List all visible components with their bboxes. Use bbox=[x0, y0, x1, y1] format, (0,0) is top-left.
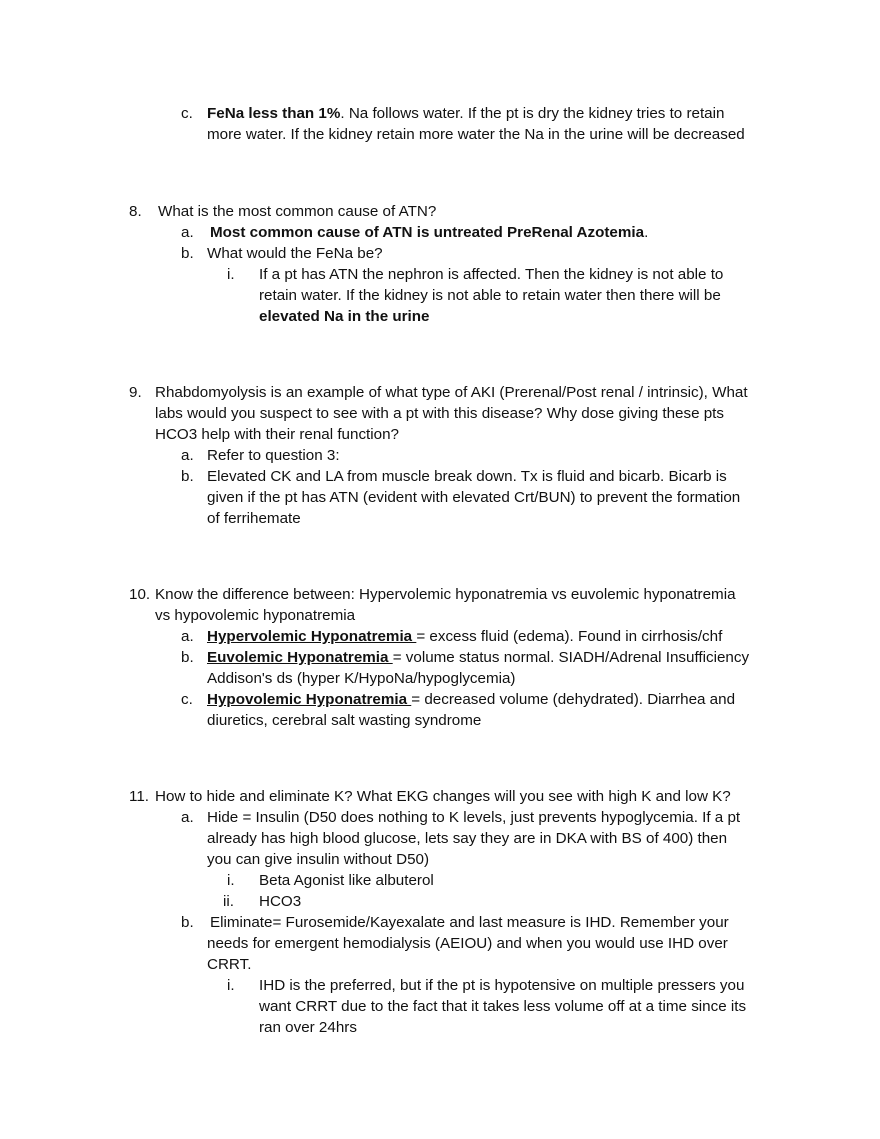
question-9-line-3: HCO3 help with their renal function? bbox=[155, 426, 399, 443]
q8-answer-b-i-line-2: retain water. If the kidney is not able to retain water then there will be bbox=[259, 287, 721, 304]
list-marker: i. bbox=[227, 872, 235, 889]
q9-answer-b-line-2: given if the pt has ATN (evident with elevated Crt/BUN) to prevent the formation bbox=[207, 489, 741, 506]
q8-answer-b: What would the FeNa be? bbox=[207, 245, 383, 262]
question-8-text: What is the most common cause of ATN? bbox=[158, 203, 437, 220]
question-number: 11. bbox=[129, 788, 149, 805]
q10-answer-c-line-2: diuretics, cerebral salt wasting syndrome bbox=[207, 712, 482, 729]
q8-answer-b-i-line-1: If a pt has ATN the nephron is affected. Then the kidney is not able to bbox=[259, 266, 724, 283]
list-marker: ii. bbox=[223, 893, 234, 910]
list-marker: b. bbox=[181, 649, 194, 666]
question-number: 8. bbox=[129, 203, 142, 220]
list-marker: a. bbox=[181, 224, 194, 241]
question-10-line-1: Know the difference between: Hypervolemic hyponatremia vs euvolemic hyponatremia bbox=[155, 586, 736, 603]
q8-answer-a-tail: . bbox=[644, 224, 649, 241]
question-number: 10. bbox=[129, 586, 151, 603]
list-marker: a. bbox=[181, 809, 194, 826]
question-11-text: How to hide and eliminate K? What EKG changes will you see with high K and low K? bbox=[155, 788, 731, 805]
q8-answer-a-bold: Most common cause of ATN is untreated PreRenal Azotemia bbox=[210, 224, 645, 241]
q10-answer-c-text: = decreased volume (dehydrated). Diarrhea and bbox=[411, 691, 736, 708]
q11-answer-a-line-2: already has high blood glucose, lets say they are in DKA with BS of 400) then bbox=[207, 830, 728, 847]
q11-answer-a-ii: HCO3 bbox=[259, 893, 302, 910]
list-marker: b. bbox=[181, 914, 194, 931]
item-7c-line-2: more water. If the kidney retain more water the Na in the urine will be decreased bbox=[207, 126, 745, 143]
q9-answer-b-line-3: of ferrihemate bbox=[207, 510, 301, 527]
hypovolemic-term: Hypovolemic Hyponatremia bbox=[207, 691, 412, 708]
q10-answer-a-text: = excess fluid (edema). Found in cirrhosis/chf bbox=[416, 628, 723, 645]
q11-answer-b-i-line-1: IHD is the preferred, but if the pt is hypotensive on multiple pressers you bbox=[259, 977, 745, 994]
list-marker: b. bbox=[181, 245, 194, 262]
list-marker: c. bbox=[181, 105, 193, 122]
list-marker: b. bbox=[181, 468, 194, 485]
q11-answer-b-line-1: Eliminate= Furosemide/Kayexalate and last measure is IHD. Remember your bbox=[210, 914, 729, 931]
q10-answer-a bbox=[207, 626, 722, 647]
question-9-line-1: Rhabdomyolysis is an example of what type of AKI (Prerenal/Post renal / intrinsic), What bbox=[155, 384, 748, 401]
q10-answer-c bbox=[207, 689, 735, 710]
list-marker: i. bbox=[227, 977, 235, 994]
q11-answer-b-i-line-2: want CRRT due to the fact that it takes less volume off at a time since its bbox=[259, 998, 747, 1015]
q8-answer-b-i-line-3 bbox=[259, 306, 430, 327]
list-marker: c. bbox=[181, 691, 193, 708]
q11-answer-a-line-1: Hide = Insulin (D50 does nothing to K levels, just prevents hypoglycemia. If a pt bbox=[207, 809, 741, 826]
item-7c-line-1 bbox=[207, 103, 724, 124]
q10-answer-b-line-2: Addison's ds (hyper K/HypoNa/hypoglycemia) bbox=[207, 670, 516, 687]
item-7c-text: . Na follows water. If the pt is dry the kidney tries to retain bbox=[340, 105, 725, 122]
hypervolemic-term: Hypervolemic Hyponatremia bbox=[207, 628, 417, 645]
q11-answer-a-line-3: you can give insulin without D50) bbox=[207, 851, 430, 868]
q11-answer-b-i-line-3: ran over 24hrs bbox=[259, 1019, 357, 1036]
euvolemic-term: Euvolemic Hyponatremia bbox=[207, 649, 393, 666]
elevated-na-bold: elevated Na in the urine bbox=[259, 308, 430, 325]
list-marker: a. bbox=[181, 628, 194, 645]
question-10-line-2: vs hypovolemic hyponatremia bbox=[155, 607, 356, 624]
q10-answer-b bbox=[207, 647, 749, 668]
q9-answer-b-line-1: Elevated CK and LA from muscle break down. Tx is fluid and bicarb. Bicarb is bbox=[207, 468, 727, 485]
question-9-line-2: labs would you suspect to see with a pt with this disease? Why dose giving these pts bbox=[155, 405, 724, 422]
question-number: 9. bbox=[129, 384, 142, 401]
q10-answer-b-text: = volume status normal. SIADH/Adrenal Insufficiency bbox=[392, 649, 750, 666]
q11-answer-a-i: Beta Agonist like albuterol bbox=[259, 872, 434, 889]
q9-answer-a: Refer to question 3: bbox=[207, 447, 340, 464]
q11-answer-b-line-3: CRRT. bbox=[207, 956, 252, 973]
list-marker: i. bbox=[227, 266, 235, 283]
q11-answer-b-line-2: needs for emergent hemodialysis (AEIOU) and when you would use IHD over bbox=[207, 935, 728, 952]
q8-answer-a bbox=[210, 222, 648, 243]
fena-bold: FeNa less than 1% bbox=[207, 105, 341, 122]
list-marker: a. bbox=[181, 447, 194, 464]
